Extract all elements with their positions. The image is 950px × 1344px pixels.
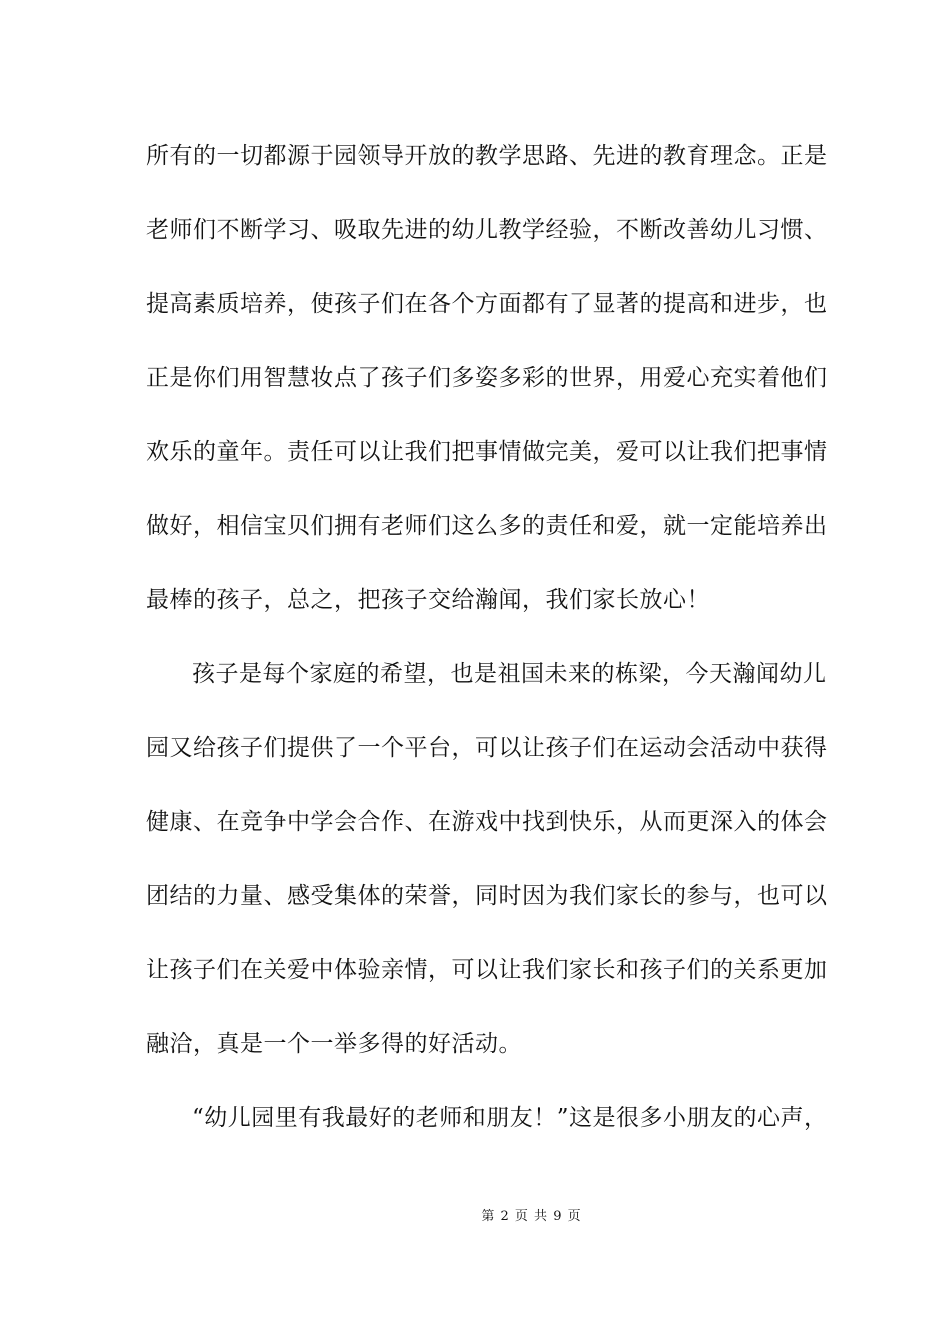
paragraph-line: 孩子是每个家庭的希望，也是祖国未来的栋梁，今天瀚闻幼儿: [192, 661, 827, 687]
paragraph-line: 老师们不断学习、吸取先进的幼儿教学经验，不断改善幼儿习惯、: [146, 217, 828, 243]
paragraph-line: “幼儿园里有我最好的老师和朋友！”这是很多小朋友的心声，: [192, 1105, 828, 1131]
paragraph-line: 融洽，真是一个一举多得的好活动。: [146, 1031, 522, 1057]
page-number: 第 2 页 共 9 页: [481, 1209, 581, 1224]
paragraph-line: 健康、在竞争中学会合作、在游戏中找到快乐，从而更深入的体会: [146, 809, 828, 835]
paragraph-line: 做好，相信宝贝们拥有老师们这么多的责任和爱，就一定能培养出: [146, 513, 828, 539]
paragraph-line: 正是你们用智慧妆点了孩子们多姿多彩的世界，用爱心充实着他们: [146, 365, 828, 391]
paragraph-line: 所有的一切都源于园领导开放的教学思路、先进的教育理念。正是: [146, 143, 828, 169]
paragraph-line: 园又给孩子们提供了一个平台，可以让孩子们在运动会活动中获得: [146, 735, 828, 761]
paragraph-line: 团结的力量、感受集体的荣誉，同时因为我们家长的参与，也可以: [146, 883, 828, 909]
paragraph-line: 欢乐的童年。责任可以让我们把事情做完美，爱可以让我们把事情: [146, 439, 828, 465]
paragraph-line: 最棒的孩子，总之，把孩子交给瀚闻，我们家长放心！: [146, 587, 710, 613]
paragraph-line: 让孩子们在关爱中体验亲情，可以让我们家长和孩子们的关系更加: [146, 957, 828, 983]
page-footer: [0, 1208, 950, 1226]
paragraph-line: 提高素质培养，使孩子们在各个方面都有了显著的提高和进步，也: [146, 291, 828, 317]
